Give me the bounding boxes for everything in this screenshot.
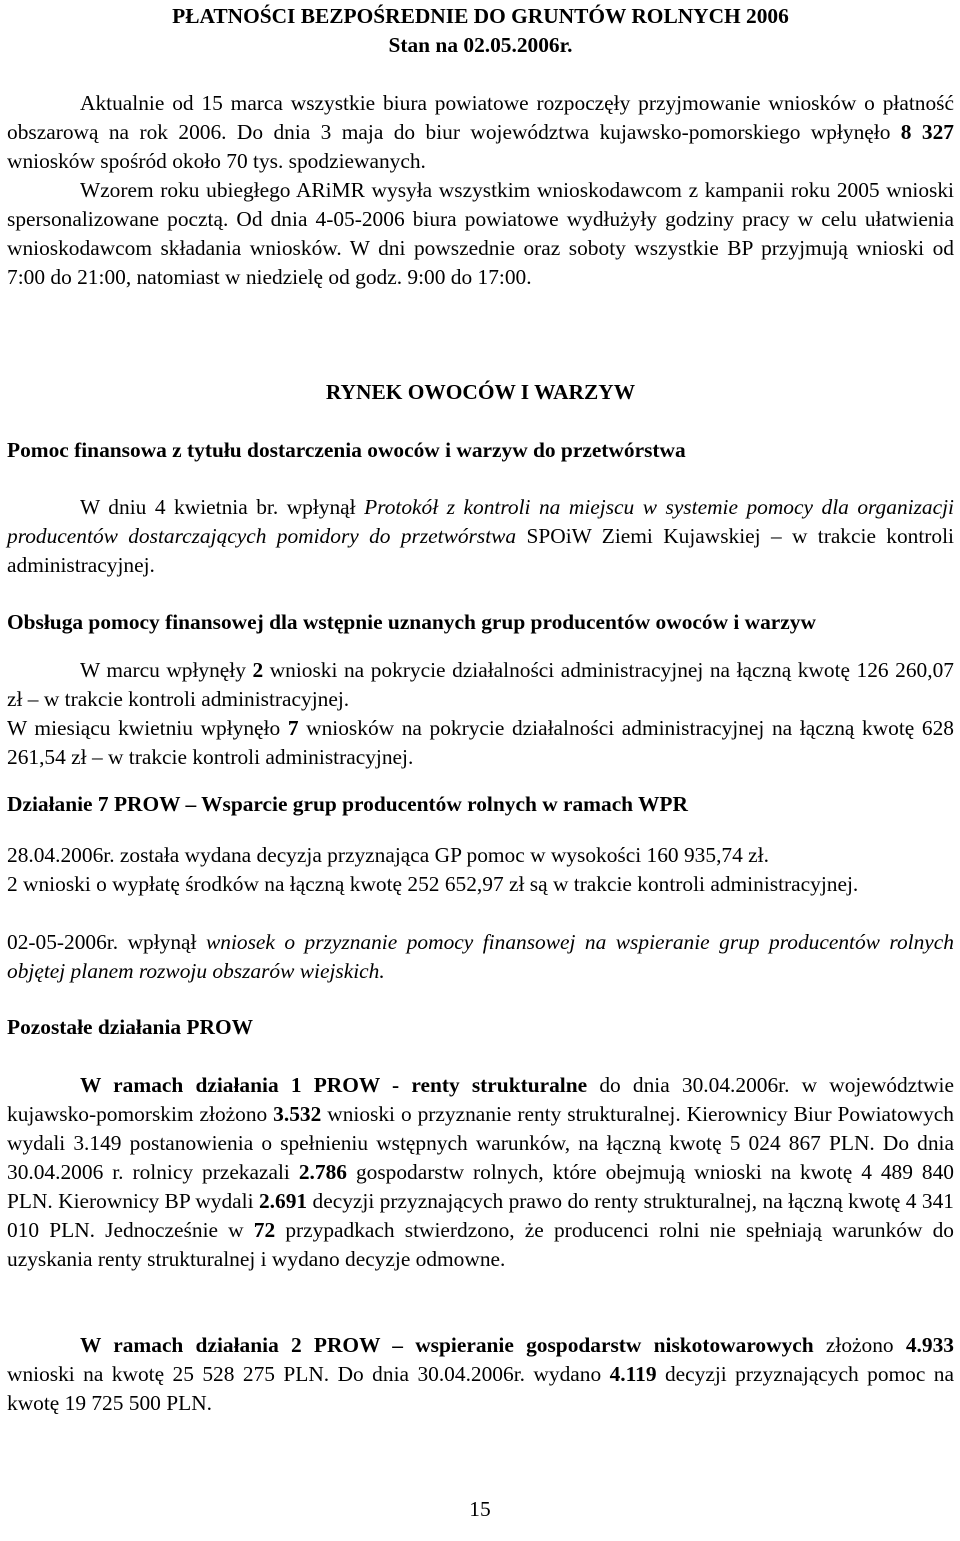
- page-number: 15: [469, 1497, 491, 1521]
- s3-l2-post: wniosków na pokrycie działalności administracyjnej na łączną kwotę 628 261,54 zł – w trakcie kontroli administracyjnej.: [7, 716, 955, 769]
- s5-b-bold: W ramach działania 2 PROW – wspieranie gospodarstw niskotowarowych: [80, 1333, 814, 1357]
- s5-a-t3: gospodarstw rolnych, które obejmują wnioski na kwotę 4 489 840 PLN. Kierownicy BP wydali: [7, 1160, 954, 1213]
- doc-title: PŁATNOŚCI BEZPOŚREDNIE DO GRUNTÓW ROLNYCH 2006: [172, 4, 789, 28]
- s5-a-n1: 3.532: [273, 1102, 322, 1126]
- paragraph-personalized: [7, 176, 954, 292]
- paragraph-semi-subsistence: [7, 1331, 954, 1418]
- line-payment-requests: 2 wnioski o wypłatę środków na łączną kwotę 252 652,97 zł są w trakcie kontroli administracyjnej.: [7, 872, 859, 896]
- s3-l1-num: 2: [252, 658, 264, 682]
- p1-text2: wniosków spośród około 70 tys. spodziewanych.: [7, 149, 426, 173]
- s4-l3-pre: 02-05-2006r. wpłynął: [7, 930, 206, 954]
- p1-text: Aktualnie od 15 marca wszystkie biura powiatowe rozpoczęły przyjmowanie wniosków o płatność obszarową na rok 2006. Do dnia 3 maja do biur województwa kujawsko-pomorskiego wpłynęło: [7, 91, 954, 144]
- s5-a-t1: do dnia 30.04.2006r. w województwie kujawsko-pomorskim złożono: [7, 1073, 954, 1126]
- section-subtitle-fruits: Pomoc finansowa z tytułu dostarczenia owoców i warzyw do przetwórstwa: [7, 438, 686, 462]
- s5-a-bold: W ramach działania 1 PROW - renty strukturalne: [80, 1073, 588, 1097]
- s5-b-n1: 4.933: [905, 1333, 954, 1357]
- s3-l1-pre: W marcu wpłynęły: [80, 658, 253, 682]
- s5-b-t3: decyzji przyznających pomoc na kwotę 19 725 500 PLN.: [7, 1362, 954, 1415]
- s5-b-n2: 4.119: [609, 1362, 657, 1386]
- s5-a-t2: wnioski o przyznanie renty strukturalnej. Kierownicy Biur Powiatowych wydali 3.149 postanowienia o spełnieniu wstępnych warunków, na łączną kwotę 5 024 867 PLN. Do dnia 30.04.2006 r. rolnicy przekazali: [7, 1102, 954, 1184]
- section-heading-action7: Działanie 7 PROW – Wsparcie grup producentów rolnych w ramach WPR: [7, 792, 688, 816]
- p1-count: 8 327: [900, 120, 954, 144]
- paragraph-march: [7, 656, 954, 714]
- paragraph-structural-pensions: [7, 1071, 954, 1274]
- paragraph-april: [7, 714, 954, 772]
- section-title-fruits: RYNEK OWOCÓW I WARZYW: [325, 380, 636, 404]
- section-heading-other-prow: Pozostałe działania PROW: [7, 1015, 253, 1039]
- s5-a-n2: 2.786: [298, 1160, 347, 1184]
- line-application-received: [7, 928, 954, 986]
- s5-b-t1: złożono: [813, 1333, 906, 1357]
- section-heading-groups: Obsługa pomocy finansowej dla wstępnie uznanych grup producentów owoców i warzyw: [7, 610, 816, 634]
- s3-l1-post: wnioski na pokrycie działalności administracyjnej na łączną kwotę 126 260,07 zł – w trakcie kontroli administracyjnej.: [7, 658, 954, 711]
- p2-text: Wzorem roku ubiegłego ARiMR wysyła wszystkim wnioskodawcom z kampanii roku 2005 wnioski spersonalizowane pocztą. Od dnia 4-05-2006 biura powiatowe wydłużyły godziny pracy w celu ułatwienia wnioskodawcom składania wniosków. W dni powszednie oraz soboty wszystkie BP przyjmują wnioski od 7:00 do 21:00, natomiast w niedzielę od godz. 9:00 do 17:00.: [7, 178, 954, 289]
- paragraph-protocol: [7, 493, 954, 580]
- s4-l3-italic: wniosek o przyznanie pomocy finansowej na wspieranie grup producentów rolnych objętej planem rozwoju obszarów wiejskich.: [7, 930, 954, 983]
- doc-status-date: Stan na 02.05.2006r.: [388, 33, 573, 57]
- s2-pre: W dniu 4 kwietnia br. wpłynął: [80, 495, 365, 519]
- s2-italic: Protokół z kontroli na miejscu w systemie pomocy dla organizacji producentów dostarczających pomidory do przetwórstwa: [7, 495, 954, 548]
- s2-post: SPOiW Ziemi Kujawskiej – w trakcie kontroli administracyjnej.: [7, 524, 955, 577]
- s5-a-t4: decyzji przyznających prawo do renty strukturalnej, na łączną kwotę 4 341 010 PLN. Jednocześnie w: [7, 1189, 954, 1242]
- s5-a-n3: 2.691: [258, 1189, 308, 1213]
- line-decision: 28.04.2006r. została wydana decyzja przyznająca GP pomoc w wysokości 160 935,74 zł.: [7, 843, 769, 867]
- paragraph-applications: [7, 89, 954, 176]
- s5-a-t5: przypadkach stwierdzono, że producenci rolni nie spełniają warunków do uzyskania renty strukturalnej i wydano decyzje odmowne.: [7, 1218, 954, 1271]
- s5-a-n4: 72: [253, 1218, 276, 1242]
- s3-l2-num: 7: [287, 716, 299, 740]
- s3-l2-pre: W miesiącu kwietniu wpłynęło: [7, 716, 288, 740]
- s5-b-t2: wnioski na kwotę 25 528 275 PLN. Do dnia 30.04.2006r. wydano: [7, 1362, 610, 1386]
